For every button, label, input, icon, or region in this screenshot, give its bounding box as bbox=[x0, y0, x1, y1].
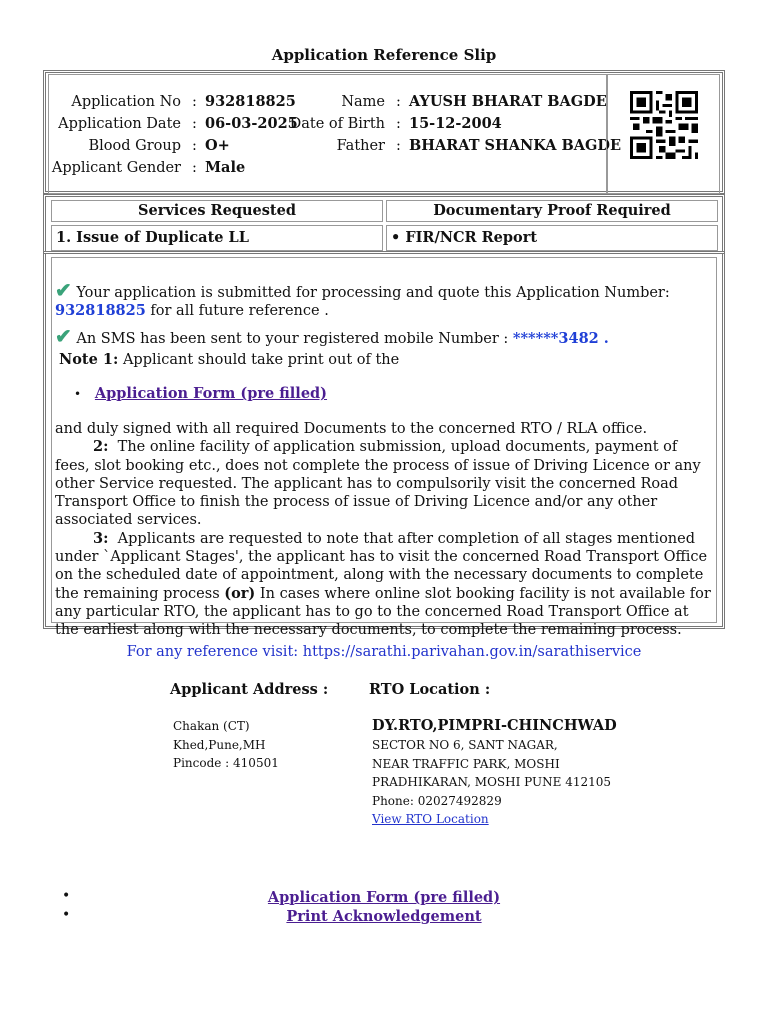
message-box bbox=[43, 251, 725, 639]
note-body bbox=[55, 420, 713, 640]
check-icon: ✔ bbox=[55, 278, 72, 302]
rto-address-line: SECTOR NO 6, SANT NAGAR, bbox=[372, 738, 558, 752]
rto-address-line: NEAR TRAFFIC PARK, MOSHI bbox=[372, 756, 560, 771]
qr-code-icon bbox=[630, 91, 698, 159]
application-no-value: 932818825 bbox=[205, 93, 296, 110]
gender-label: Applicant Gender bbox=[51, 160, 181, 176]
application-number-highlight: 932818825 bbox=[55, 302, 146, 320]
view-rto-location-link[interactable]: View RTO Location bbox=[372, 812, 489, 826]
sms-message bbox=[55, 324, 713, 348]
colon: : bbox=[192, 160, 197, 176]
bullet: • bbox=[62, 888, 71, 904]
dob-label: Date of Birth bbox=[289, 116, 385, 132]
documentary-proof-cell: • FIR/NCR Report bbox=[386, 225, 718, 251]
service-requested-cell: 1. Issue of Duplicate LL bbox=[51, 225, 383, 251]
application-form-link[interactable]: Application Form (pre filled) bbox=[94, 385, 328, 402]
qr-code-cell bbox=[606, 74, 720, 194]
name-value: AYUSH BHARAT BAGDE bbox=[409, 93, 607, 110]
rto-address-line: PRADHIKARAN, MOSHI PUNE 412105 bbox=[372, 775, 612, 789]
gender-value: Male bbox=[205, 159, 246, 176]
applicant-address bbox=[173, 717, 279, 773]
rto-name: DY.RTO,PIMPRI-CHINCHWAD bbox=[372, 717, 617, 734]
colon: : bbox=[396, 116, 401, 132]
page-title: Application Reference Slip bbox=[271, 46, 497, 64]
services-requested-header: Services Requested bbox=[51, 200, 383, 222]
message-content bbox=[51, 257, 717, 639]
address-pincode: Pincode : 410501 bbox=[173, 756, 279, 770]
services-table bbox=[43, 194, 725, 254]
rto-address bbox=[372, 736, 611, 829]
submission-text: Your application is submitted for processing and quote this Application Number: bbox=[76, 285, 670, 301]
rto-location-heading: RTO Location : bbox=[369, 681, 491, 698]
check-icon: ✔ bbox=[55, 324, 72, 348]
applicant-details bbox=[48, 74, 622, 194]
blood-group-value: O+ bbox=[205, 137, 230, 154]
applicant-address-heading: Applicant Address : bbox=[170, 681, 329, 698]
bottom-link-item bbox=[0, 908, 768, 927]
address-line: Khed,Pune,MH bbox=[173, 737, 266, 752]
bottom-link-item bbox=[0, 889, 768, 908]
submission-message bbox=[55, 278, 713, 321]
note-1 bbox=[59, 351, 713, 369]
note-3-or: (or) bbox=[224, 584, 256, 602]
form-link-item bbox=[74, 385, 713, 403]
note-1-text: Applicant should take print out of the bbox=[122, 352, 400, 368]
colon: : bbox=[192, 94, 197, 110]
future-reference-text: for all future reference . bbox=[150, 303, 329, 320]
after-link-text: and duly signed with all required Documents to the concerned RTO / RLA office. bbox=[55, 421, 648, 437]
bullet: • bbox=[74, 387, 82, 401]
note-3 bbox=[55, 530, 713, 640]
note-2-label: 2: bbox=[93, 438, 109, 456]
application-form-bottom-link[interactable]: Application Form (pre filled) bbox=[267, 889, 501, 906]
colon: : bbox=[396, 94, 401, 110]
name-label: Name bbox=[341, 94, 385, 110]
blood-group-label: Blood Group bbox=[88, 138, 181, 154]
colon: : bbox=[396, 138, 401, 154]
mobile-number: ******3482 . bbox=[512, 330, 609, 347]
print-acknowledgement-link[interactable]: Print Acknowledgement bbox=[286, 908, 482, 925]
note-1-label: Note 1: bbox=[59, 351, 119, 368]
rto-phone: Phone: 02027492829 bbox=[372, 793, 502, 808]
father-value: BHARAT SHANKA BAGDE bbox=[409, 137, 622, 154]
note-2 bbox=[55, 438, 713, 529]
note-3-text-b: In cases where online slot booking facility is not available for any particular RTO, the applicant has to go to the concerned Road Transport Office at the earliest along with the necessary documents, to complete the remaining process. bbox=[55, 585, 711, 639]
bullet: • bbox=[62, 907, 71, 923]
application-no-label: Application No bbox=[71, 94, 181, 110]
reference-visit-text: For any reference visit: https://sarathi.parivahan.gov.in/sarathiservice bbox=[126, 644, 642, 660]
dob-value: 15-12-2004 bbox=[409, 115, 502, 132]
application-date-value: 06-03-2025 bbox=[205, 115, 298, 132]
application-date-label: Application Date bbox=[58, 116, 181, 132]
colon: : bbox=[192, 138, 197, 154]
note-2-text: The online facility of application submission, upload documents, payment of fees, slot booking etc., does not complete the process of issue of Driving Licence or any other Service requested. The applicant has to compulsorily visit the concerned Road Transport Office to finish the process of issue of Driving Licence and/or any other associated services. bbox=[55, 439, 701, 529]
colon: : bbox=[192, 116, 197, 132]
father-label: Father bbox=[336, 138, 385, 154]
note-3-label: 3: bbox=[93, 529, 109, 547]
note-3-text-a: Applicants are requested to note that after completion of all stages mentioned under `Applicant Stages', the applicant has to visit the concerned Road Transport Office on the scheduled date of appointment, along with the necessary documents to complete the remaining process bbox=[55, 530, 708, 602]
sms-text: An SMS has been sent to your registered mobile Number : bbox=[76, 331, 509, 347]
address-line: Chakan (CT) bbox=[173, 719, 250, 733]
applicant-info-box bbox=[43, 70, 725, 194]
documentary-proof-header: Documentary Proof Required bbox=[386, 200, 718, 222]
bottom-links bbox=[0, 889, 768, 927]
